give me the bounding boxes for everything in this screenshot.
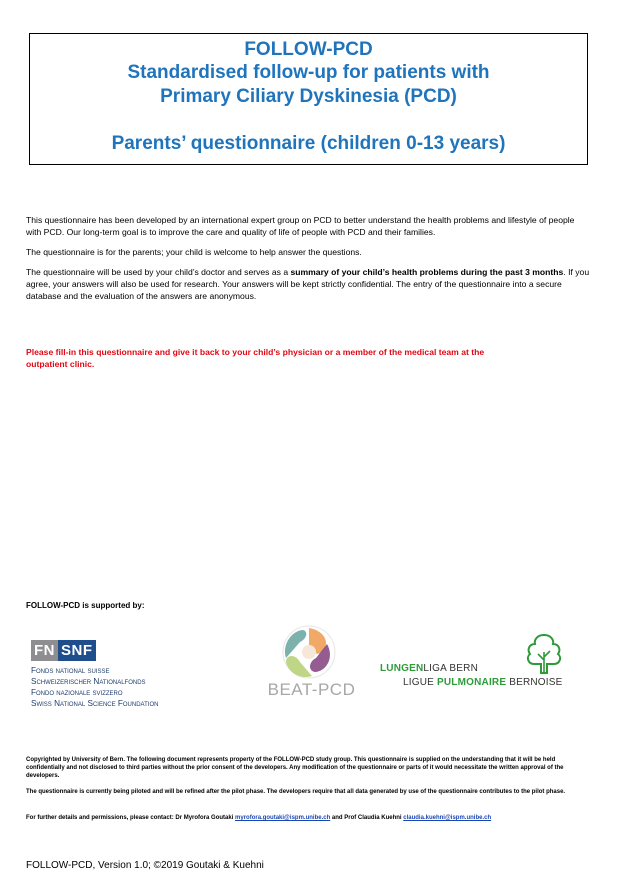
contact-text-2: and Prof Claudia Kuehni <box>330 815 404 821</box>
lungenliga-line-2 <box>403 677 563 688</box>
pilot-notice: The questionnaire is currently being piloted and will be refined after the pilot phase. The developers require that all data generated by use of the questionnaire contributes to the pilot phase. <box>26 789 566 795</box>
intro-text <box>26 214 590 310</box>
snf-logo <box>31 640 231 709</box>
intro-paragraph-3 <box>26 266 590 302</box>
questionnaire-title: Parents’ questionnaire (children 0-13 years) <box>111 133 506 154</box>
contact-email-goutaki[interactable]: myrofora.goutaki@ispm.unibe.ch <box>235 815 331 821</box>
ligue-2: BERNOISE <box>506 677 563 688</box>
contact-text-1: For further details and permissions, please contact: Dr Myrofora Goutaki <box>26 815 236 821</box>
liga-bern: LIGA BERN <box>423 663 479 674</box>
title-subtitle-1: Standardised follow-up for patients with <box>127 62 490 83</box>
beat-pcd-wordmark: BEAT-PCD <box>267 680 356 699</box>
intro-paragraph-1: This questionnaire has been developed by an international expert group on PCD to better understand the health problems and lifestyle of people with PCD. Our long-term goal is to improve the care and quality of life of people with PCD and their families. <box>26 215 575 237</box>
p3-before: The questionnaire will be used by your child’s doctor and serves as a <box>26 267 291 277</box>
snf-line-1: Fonds national suisse <box>31 666 110 675</box>
supported-by-label: FOLLOW-PCD is supported by: <box>26 601 145 610</box>
p3-bold: summary of your child’s health problems during the past 3 months <box>290 267 564 277</box>
snf-snf-mark: SNF <box>58 640 96 661</box>
p3-after: . If you agree, your answers will also be used for research. Your answers will be kept strictly confidential. The entry of the questionnaire into a secure database and the evaluation of the answers are anonymous. <box>26 267 590 301</box>
lungenliga-tree-icon <box>524 632 564 676</box>
snf-fn-mark: FN <box>31 640 58 661</box>
lungen-green: LUNGEN <box>380 663 424 674</box>
title-subtitle-2: Primary Ciliary Dyskinesia (PCD) <box>160 86 457 107</box>
snf-line-3: Fondo nazionale svizzero <box>31 688 123 697</box>
instruction-note: Please fill-in this questionnaire and give it back to your child’s physician or a member of the medical team at the outpatient clinic. <box>26 347 485 369</box>
title-box <box>29 33 588 165</box>
contact-email-kuehni[interactable]: claudia.kuehni@ispm.unibe.ch <box>403 815 492 821</box>
lungenliga-line-1 <box>380 663 478 674</box>
page-footer: FOLLOW-PCD, Version 1.0; ©2019 Goutaki & Kuehni <box>26 860 264 871</box>
ligue-pulmonaire: PULMONAIRE <box>437 677 507 688</box>
snf-line-4: Swiss National Science Foundation <box>31 699 159 708</box>
ligue-1: LIGUE <box>403 677 437 688</box>
snf-line-2: Schweizerischer Nationalfonds <box>31 677 146 686</box>
title-acronym: FOLLOW-PCD <box>244 39 373 60</box>
contact-notice <box>26 814 592 822</box>
intro-paragraph-2: The questionnaire is for the parents; your child is welcome to help answer the questions. <box>26 247 362 257</box>
copyright-notice: Copyrighted by University of Bern. The following document represents property of the FOLLOW-PCD study group. This questionnaire is supplied on the understanding that it will be held confidentially and not disclosed to third parties without the prior consent of the developers. Any modification of the questionnaire or parts of it would necessitate the written approval of the developers. <box>26 757 564 779</box>
